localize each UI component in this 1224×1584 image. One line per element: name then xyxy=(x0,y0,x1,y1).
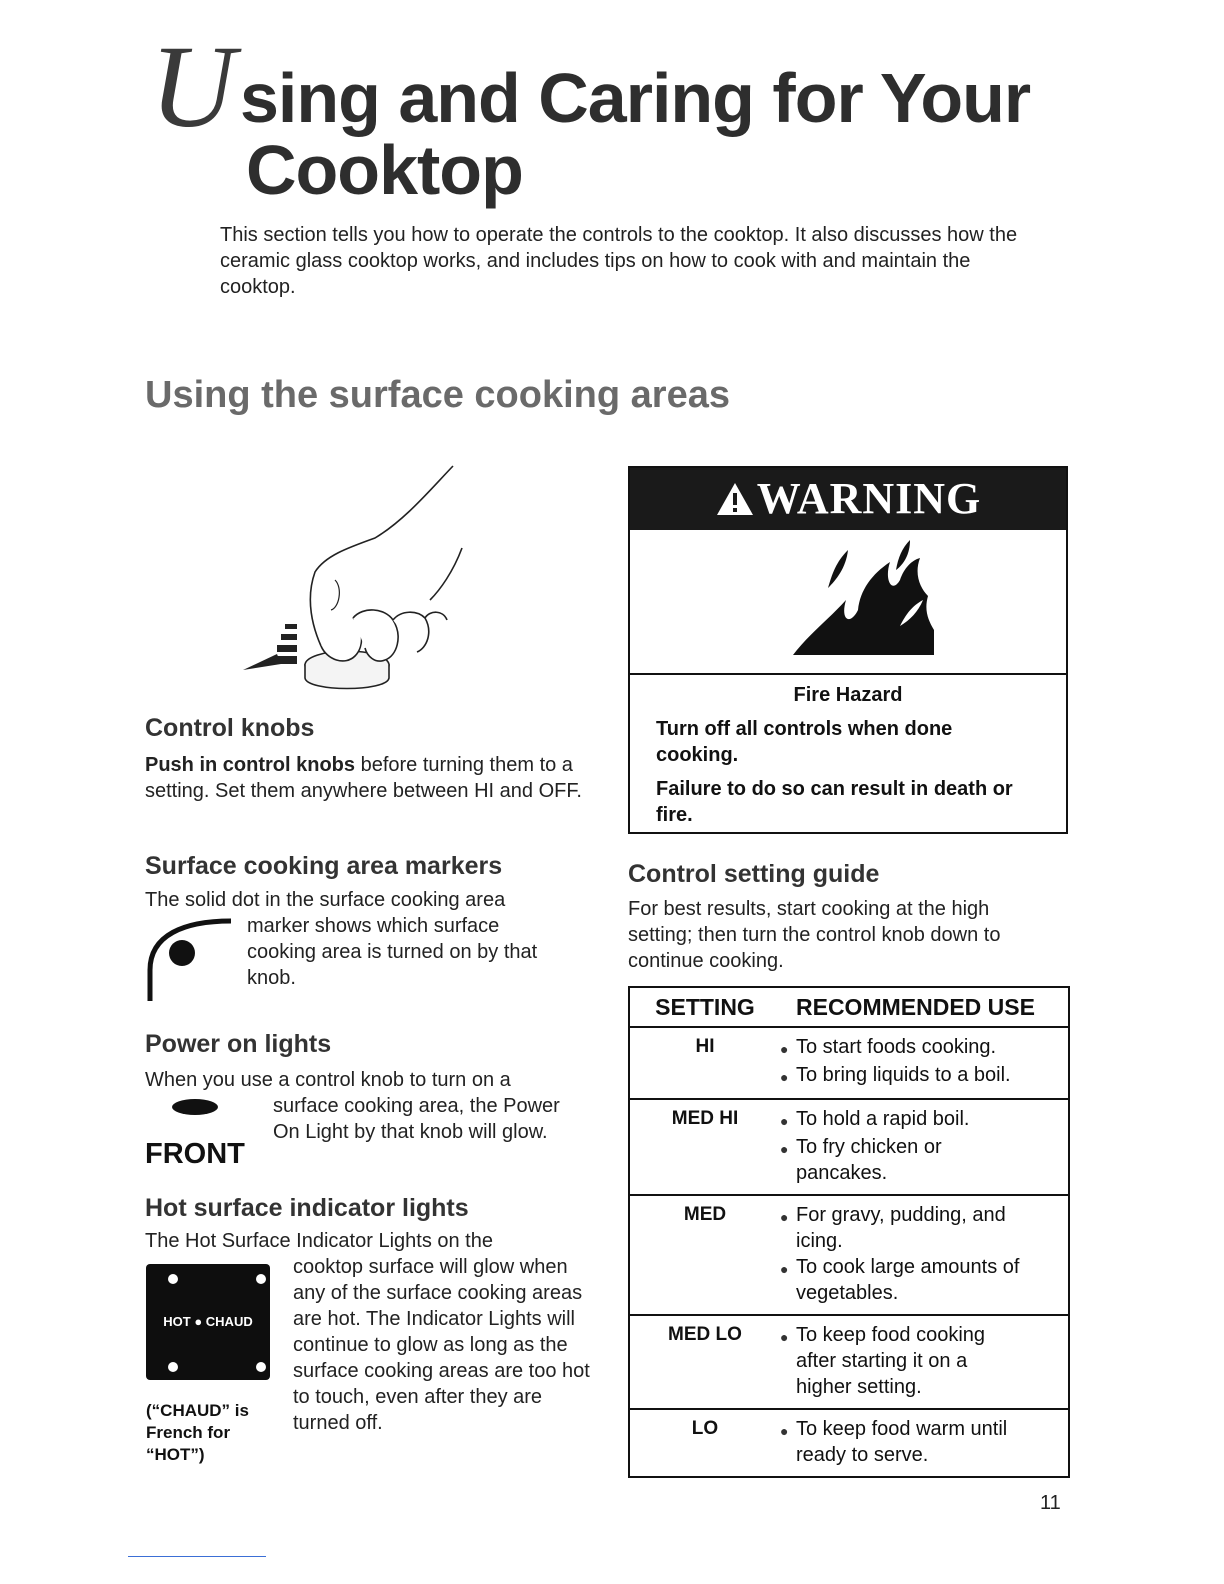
warning-line2: Failure to do so can result in death or fire. xyxy=(656,778,1013,826)
table-row xyxy=(630,1100,1068,1196)
use-cell: To cook large amounts of vegetables. xyxy=(796,1256,1020,1304)
control-knobs-body: before turning them to a setting. Set them anywhere between HI and OFF. xyxy=(145,754,582,802)
warning-box xyxy=(628,466,1068,834)
warning-divider xyxy=(630,673,1066,675)
power-lights-text: surface cooking area, the Power On Light by that knob will glow. xyxy=(273,1095,560,1143)
cooking-area-marker-icon xyxy=(144,915,239,1005)
power-lights-heading: Power on lights xyxy=(145,1030,332,1058)
setting-cell: MED xyxy=(683,1204,727,1225)
bullet-icon: ● xyxy=(780,1209,789,1225)
control-knobs-text xyxy=(145,752,585,804)
control-knobs-lead: Push in control knobs xyxy=(145,754,356,776)
warning-triangle-icon xyxy=(715,481,755,517)
indicator-light-icon xyxy=(256,1362,266,1372)
use-cell: To bring liquids to a boil. xyxy=(796,1064,1011,1086)
setting-table xyxy=(628,986,1070,1478)
setting-cell: HI xyxy=(695,1036,715,1057)
control-knobs-heading: Control knobs xyxy=(145,714,315,742)
markers-heading: Surface cooking area markers xyxy=(145,852,503,880)
setting-cell: MED LO xyxy=(668,1324,742,1345)
page-title-line1: sing and Caring for Your xyxy=(240,59,1031,137)
intro-paragraph: This section tells you how to operate the controls to the cooktop. It also discusses how the ceramic glass cooktop works, and includes tips on how to cook with and maintain the cooktop. xyxy=(220,224,1018,298)
bullet-icon: ● xyxy=(780,1141,789,1157)
use-cell: To hold a rapid boil. xyxy=(796,1108,970,1130)
setting-guide-heading: Control setting guide xyxy=(628,860,880,888)
column-header-setting: SETTING xyxy=(655,993,755,1020)
table-header xyxy=(630,988,1068,1028)
power-light-icon xyxy=(172,1099,218,1115)
bullet-icon: ● xyxy=(780,1041,789,1057)
use-cell: To keep food cooking after starting it on a higher setting. xyxy=(796,1324,986,1398)
hot-surface-text-line1: The Hot Surface Indicator Lights on the xyxy=(145,1230,493,1252)
column-header-use: RECOMMENDED USE xyxy=(796,993,1035,1020)
indicator-light-icon xyxy=(168,1362,178,1372)
table-row xyxy=(630,1196,1068,1316)
title-initial: U xyxy=(150,21,236,152)
use-cell: To start foods cooking. xyxy=(796,1036,997,1058)
indicator-light-icon xyxy=(256,1274,266,1284)
bullet-icon: ● xyxy=(780,1069,789,1085)
footer-rule xyxy=(128,1556,266,1557)
markers-text-line1: The solid dot in the surface cooking area xyxy=(145,889,506,911)
bullet-icon: ● xyxy=(780,1113,789,1129)
table-row xyxy=(630,1410,1068,1476)
front-label: FRONT xyxy=(145,1138,245,1170)
markers-text: marker shows which surface cooking area is turned on by that knob. xyxy=(247,915,538,989)
setting-cell: LO xyxy=(691,1418,719,1439)
bullet-icon: ● xyxy=(780,1261,789,1277)
fire-icon xyxy=(788,540,938,660)
page-number: 11 xyxy=(1040,1492,1061,1514)
warning-hazard: Fire Hazard xyxy=(793,684,903,706)
use-cell: To fry chicken or pancakes. xyxy=(796,1136,942,1184)
table-row xyxy=(630,1316,1068,1410)
hot-surface-heading: Hot surface indicator lights xyxy=(145,1194,469,1222)
bullet-icon: ● xyxy=(780,1423,789,1439)
chaud-caption: (“CHAUD” is French for “HOT”) xyxy=(146,1401,249,1464)
warning-title: WARNING xyxy=(756,474,982,523)
bullet-icon: ● xyxy=(780,1329,789,1345)
setting-cell: MED HI xyxy=(671,1108,739,1129)
indicator-light-icon xyxy=(168,1274,178,1284)
hand-pushing-knob-illustration xyxy=(225,460,475,695)
hot-surface-indicator-panel xyxy=(146,1264,270,1380)
section-heading: Using the surface cooking areas xyxy=(145,374,730,416)
hot-surface-text: cooktop surface will glow when any of the surface cooking areas are hot. The Indicator Lights will continue to glow as long as the surface cooking areas are too hot to touch, even after they are turned off. xyxy=(293,1256,590,1434)
table-row xyxy=(630,1028,1068,1100)
use-cell: To keep food warm until ready to serve. xyxy=(796,1418,1008,1466)
warning-banner xyxy=(630,468,1066,530)
hot-chaud-label: HOT ● CHAUD xyxy=(163,1314,253,1329)
use-cell: For gravy, pudding, and icing. xyxy=(796,1204,1006,1252)
setting-guide-text: For best results, start cooking at the high setting; then turn the control knob down to continue cooking. xyxy=(628,898,1001,972)
page-title-line2: Cooktop xyxy=(246,131,523,209)
power-lights-text-line1: When you use a control knob to turn on a xyxy=(145,1069,511,1091)
warning-line1: Turn off all controls when done cooking. xyxy=(656,718,953,766)
